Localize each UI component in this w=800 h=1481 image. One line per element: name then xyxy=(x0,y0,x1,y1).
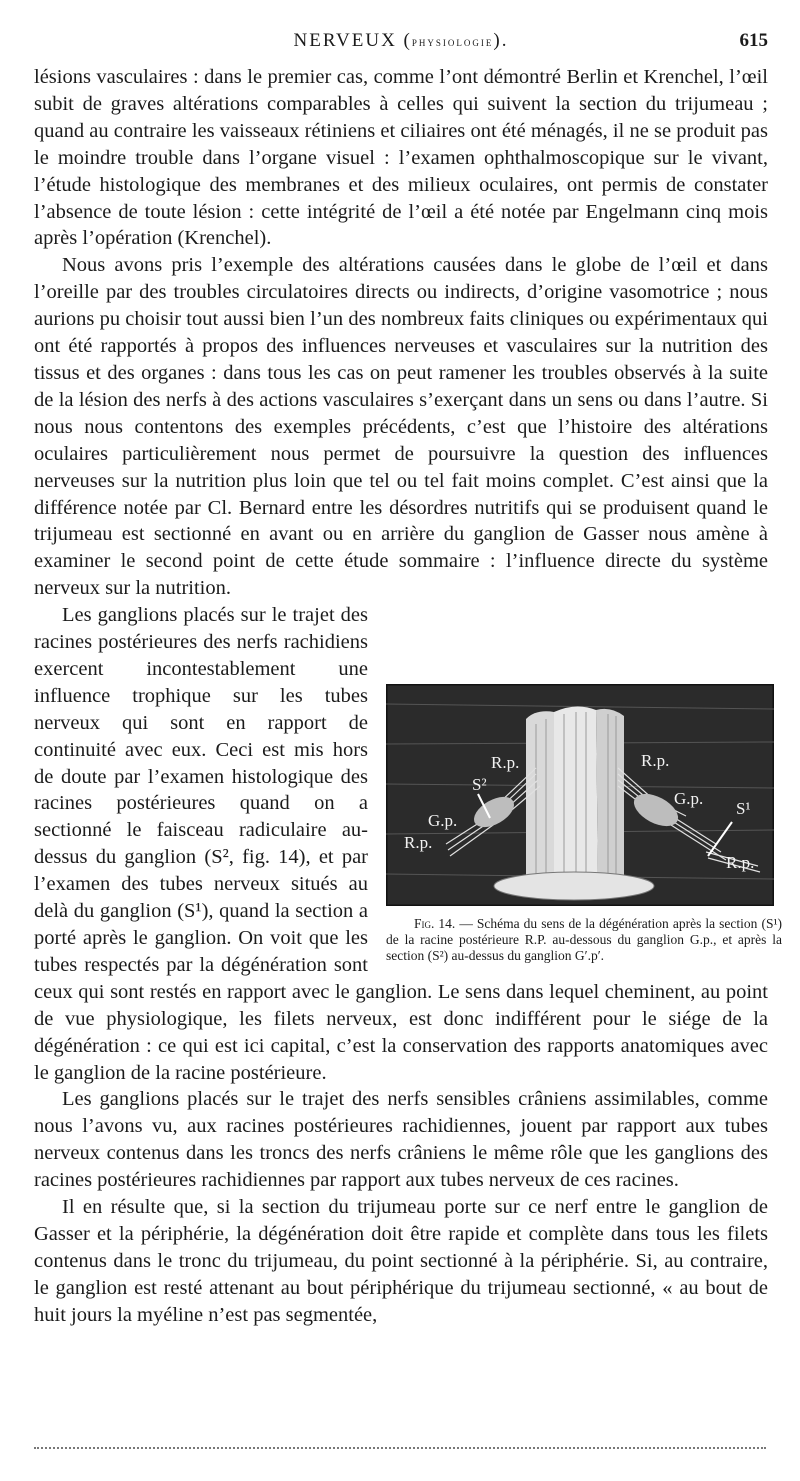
page-header xyxy=(34,30,768,64)
page xyxy=(34,30,782,1329)
paragraph-3 xyxy=(34,602,782,1086)
label-rp-lower-right: R.p. xyxy=(726,853,755,873)
figure-caption xyxy=(382,916,782,964)
nerve-diagram xyxy=(386,684,774,906)
running-head-title: NERVEUX ( xyxy=(293,30,412,51)
running-head-subtitle: physiologie xyxy=(411,34,494,49)
running-head-end: ). xyxy=(493,30,509,51)
figure-illustration xyxy=(386,684,774,906)
paragraph-2: Nous avons pris l’exemple des altérations causées dans le globe de l’œil et dans l’oreille par des troubles circulatoires directs ou indirects, d’origine vasomotrice ; nous aurions pu choisir tout aussi bien l’un des nombreux faits cliniques ou expérimentaux qui ont été rapportés à propos des influences nerveuses et vasculaires sur la nutrition des tissus et des organes : dans tous les cas on peut ramener les troubles observés à la suite de la lésion des nerfs à des actions vasculaires s’exerçant dans un sens ou dans l’autre. Si nous nous contentons des exemples précédents, c’est que l’histoire des altérations oculaires particulièrement nous permet de poursuivre la question des influences nerveuses sur la nutrition plus loin que tel ou tel fait moins complet. C’est ainsi que la différence notée par Cl. Bernard entre les désordres nutritifs qui se produisent quand le trijumeau est sectionné en avant ou en arrière du ganglion de Gasser nous amène à examiner le second point de cette étude sommaire : l’influence directe du système nerveux sur la nutrition. xyxy=(34,254,768,600)
running-head xyxy=(34,30,768,52)
paragraph-1: lésions vasculaires : dans le premier cas, comme l’ont démontré Berlin et Krenchel, l’œil subit de graves altérations comparables à celles qui suivent la section du trijumeau ; quand au contraire les vaisseaux rétiniens et ciliaires ont été ménagés, il ne se produit pas le moindre trouble dans l’organe visuel : l’examen ophthalmoscopique sur le vivant, l’étude histologique des membranes et des milieux oculaires, ont permis de constater l’absence de toute lésion : cette intégrité de l’œil a été notée par Engelmann cinq mois après l’opération (Krenchel). xyxy=(34,66,768,250)
label-s2: S² xyxy=(472,775,487,795)
paragraph-4: Les ganglions placés sur le trajet des nerfs sensibles crâniens assimilables, comme nous l’avons vu, aux racines postérieures rachidiennes, jouent par rapport aux tubes nerveux contenus dans les troncs des nerfs crâniens le même rôle que les ganglions des racines postérieures rachidiennes par rapport aux tubes nerveux de ces racines. xyxy=(34,1088,768,1192)
paragraph-5: Il en résulte que, si la section du trijumeau porte sur ce nerf entre le ganglion de Gasser et la périphérie, la dégénération doit être rapide et complète dans tous les filets contenus dans le tronc du trijumeau, du point sectionné à la périphérie. Si, au contraire, le ganglion est resté attenant au bout périphérique du trijumeau sectionné, « au bout de huit jours la myéline n’est pas segmentée, xyxy=(34,1196,768,1326)
page-number: 615 xyxy=(739,30,768,51)
label-gp-left: G.p. xyxy=(428,811,458,831)
footer-rule xyxy=(34,1447,766,1449)
label-rp-prime: R.p. xyxy=(404,833,433,853)
label-rp-left: R.p. xyxy=(491,753,520,773)
paragraph-3-text: Les ganglions placés sur le trajet des racines postérieures des nerfs rachidiens exercent incontestablement une influence trophique sur les tubes nerveux qui sont en rapport de continuité avec eux. Ceci est mis hors de doute par l’examen histologique des racines postérieures quand on a sectionné le faisceau radiculaire au-dessus du ganglion (S², fig. 14), et par l’examen des tubes nerveux situés au delà du ganglion (S¹), quand la section a porté après le ganglion. On voit que les tubes respectés par la dégénération sont ceux qui sont restés en rapport avec le ganglion. Le sens dans lequel cheminent, au point de vue physiologique, les filets nerveux, est donc indifférent pour le siége de la dégénération : ce qui est ici capital, c’est la conservation des rapports anatomiques avec le ganglion de la racine postérieure. xyxy=(34,604,768,1084)
label-rp-right: R.p. xyxy=(641,751,670,771)
body-text xyxy=(34,64,782,1329)
figure-caption-label: Fig. 14. xyxy=(414,916,456,932)
label-gp-right: G.p. xyxy=(674,789,704,809)
label-s1: S¹ xyxy=(736,799,751,819)
figure xyxy=(382,684,782,964)
figure-caption-text: — Schéma du sens de la dégénération après la section (S¹) de la racine postérieure R.P. au-dessous du ganglion G.p., et après la section (S²) au-dessus du ganglion G′.p′. xyxy=(386,916,782,964)
